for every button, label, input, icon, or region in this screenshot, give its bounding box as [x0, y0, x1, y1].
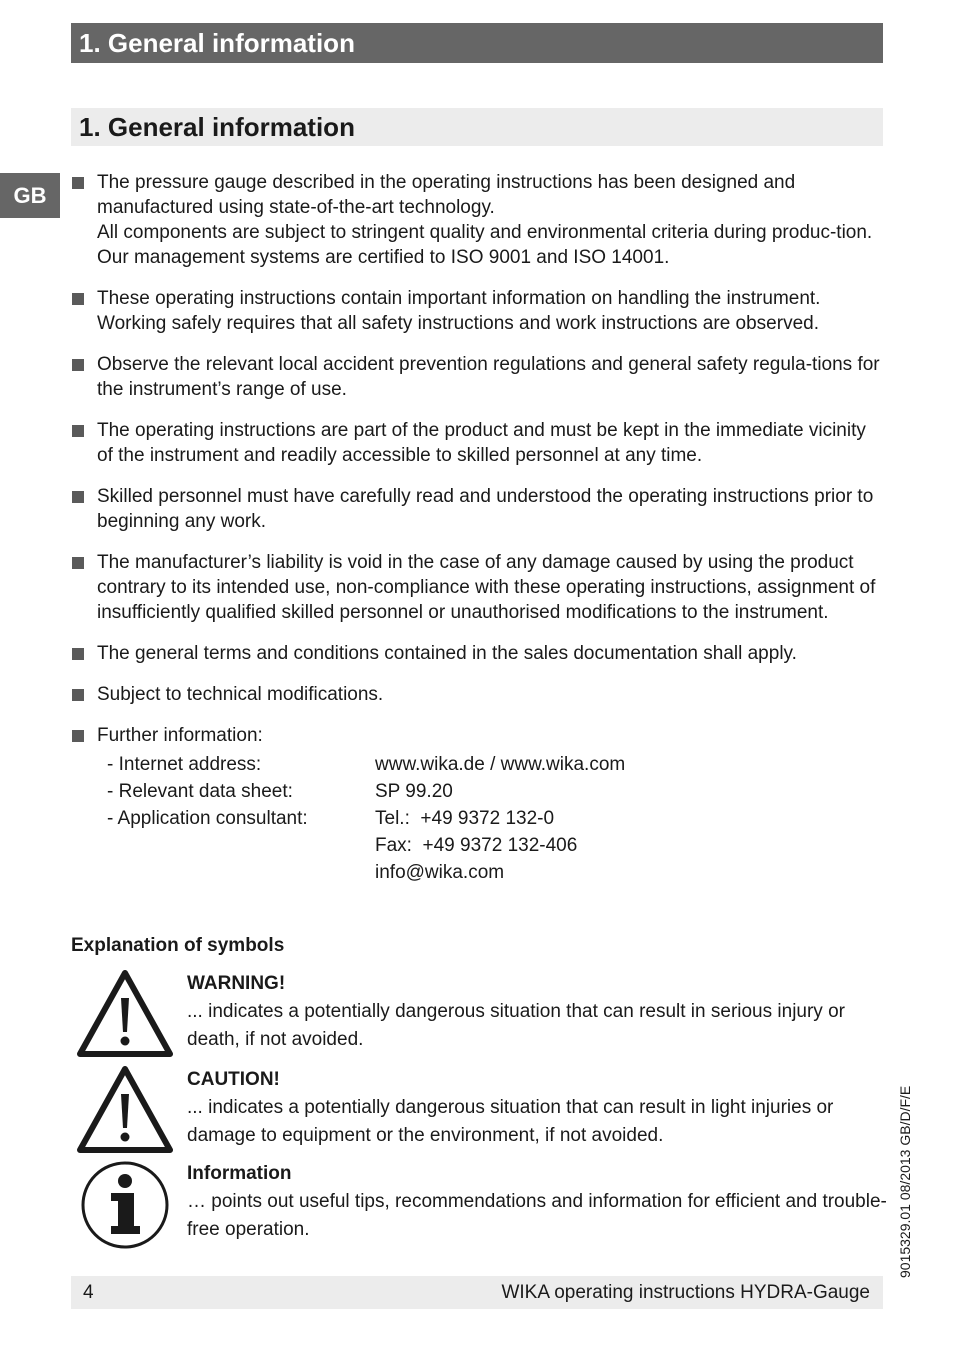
list-item-text: Subject to technical modifications. — [97, 684, 384, 705]
list-item — [71, 484, 883, 534]
list-item — [71, 170, 883, 270]
list-item-further-info — [71, 723, 883, 886]
language-tab: GB — [0, 173, 60, 218]
info-key-consultant: - Application consultant: — [107, 808, 308, 829]
information-icon — [79, 1160, 171, 1252]
list-item — [71, 352, 883, 402]
info-value-data-sheet: SP 99.20 — [375, 781, 453, 802]
bullet-square-icon — [72, 359, 84, 371]
symbol-warning-text — [187, 970, 887, 1054]
list-item-text: The manufacturer’s liability is void in the case of any damage caused by using the product contrary to its intended use, non-compliance with these operating instructions, assignment of insufficiently qualified skilled personnel or unauthorised modifications to the instrument. — [97, 552, 876, 623]
bullet-square-icon — [72, 730, 84, 742]
info-value-consultant — [375, 805, 883, 886]
symbol-warning-desc: ... indicates a potentially dangerous situation that can result in serious injury or death, if not avoided. — [187, 1001, 845, 1050]
list-item — [71, 418, 883, 468]
info-value-internet: www.wika.de / www.wika.com — [375, 754, 626, 775]
further-info-label: Further information: — [97, 725, 263, 746]
section-heading — [71, 108, 883, 146]
list-item — [71, 286, 883, 336]
bullet-square-icon — [72, 177, 84, 189]
symbol-caution-desc: ... indicates a potentially dangerous situation that can result in light injuries or damage to equipment or the environment, if not avoided. — [187, 1097, 834, 1146]
bullet-square-icon — [72, 491, 84, 503]
info-value-email: info@wika.com — [375, 862, 505, 883]
list-item-text: These operating instructions contain important information on handling the instrument. Working safely requires that all safety instructions and work instructions are observed. — [97, 288, 821, 334]
list-item — [71, 682, 883, 707]
symbol-warning-title: WARNING! — [187, 973, 286, 994]
bullet-square-icon — [72, 557, 84, 569]
footer-title: WIKA operating instructions HYDRA-Gauge — [501, 1281, 870, 1303]
list-item-text: Skilled personnel must have carefully read and understood the operating instructions prior to beginning any work. — [97, 486, 874, 532]
list-item-text: The pressure gauge described in the operating instructions has been designed and manufactured using state-of-the-art technology. — [97, 172, 796, 218]
bullet-square-icon — [72, 648, 84, 660]
info-value-tel: Tel.: +49 9372 132-0 — [375, 808, 555, 829]
page-number: 4 — [83, 1281, 94, 1303]
caution-triangle-icon — [77, 1066, 173, 1154]
bullet-square-icon — [72, 425, 84, 437]
page-footer — [71, 1276, 883, 1309]
list-item-text: Observe the relevant local accident prevention regulations and general safety regula-tions for the instrument’s range of use. — [97, 354, 880, 400]
page-header — [71, 23, 883, 63]
bullet-square-icon — [72, 293, 84, 305]
list-item-text: All components are subject to stringent quality and environmental criteria during produc-tion. Our management systems are certified to ISO 9001 and ISO 14001. — [97, 222, 873, 268]
bullet-square-icon — [72, 689, 84, 701]
symbol-information-desc: … points out useful tips, recommendations and information for efficient and trouble-free operation. — [187, 1191, 887, 1240]
header-title: 1. General information — [79, 28, 355, 58]
symbols-heading: Explanation of symbols — [71, 935, 285, 956]
further-info-table — [97, 751, 883, 886]
info-key-data-sheet: - Relevant data sheet: — [107, 781, 293, 802]
list-item — [71, 550, 883, 625]
list-item-text: The operating instructions are part of the product and must be kept in the immediate vicinity of the instrument and readily accessible to skilled personnel at any time. — [97, 420, 866, 466]
bullet-list — [71, 170, 883, 902]
symbol-information-title: Information — [187, 1163, 292, 1184]
symbol-caution-text — [187, 1066, 887, 1150]
info-key-internet: - Internet address: — [107, 754, 262, 775]
symbol-caution-title: CAUTION! — [187, 1069, 280, 1090]
warning-triangle-icon — [77, 970, 173, 1058]
symbol-information-text — [187, 1160, 887, 1244]
section-title: 1. General information — [79, 112, 355, 142]
list-item-text: The general terms and conditions contained in the sales documentation shall apply. — [97, 643, 797, 664]
document-code: 9015329.01 08/2013 GB/D/F/E — [897, 1085, 913, 1278]
info-value-fax: Fax: +49 9372 132-406 — [375, 835, 578, 856]
list-item — [71, 641, 883, 666]
